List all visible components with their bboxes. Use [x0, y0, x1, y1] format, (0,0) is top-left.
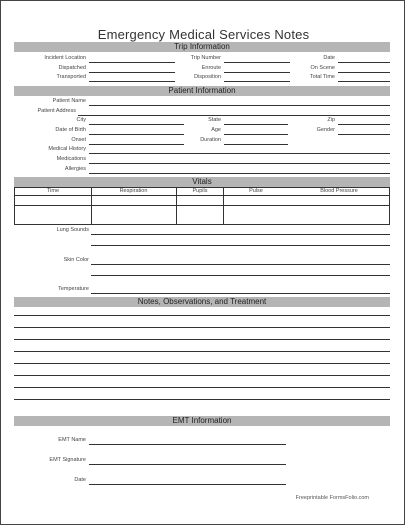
- disposition-label: Disposition: [194, 74, 221, 80]
- emt-date-label: Date: [74, 477, 86, 483]
- duration-label: Duration: [200, 137, 221, 143]
- temperature-label: Temperature: [58, 286, 89, 292]
- emt-name-field[interactable]: [89, 444, 286, 445]
- notes-line[interactable]: [14, 351, 390, 352]
- section-notes-header: Notes, Observations, and Treatment: [14, 297, 390, 307]
- incident-location-field[interactable]: [89, 62, 175, 63]
- vitals-divider: [223, 188, 224, 224]
- medications-field[interactable]: [89, 163, 390, 164]
- medical-history-label: Medical History: [48, 146, 86, 152]
- section-emt-header: EMT Information: [14, 416, 390, 426]
- vitals-divider: [91, 188, 92, 224]
- temperature-field[interactable]: [91, 293, 390, 294]
- incident-location-label: Incident Location: [44, 55, 86, 61]
- gender-label: Gender: [316, 127, 335, 133]
- age-field[interactable]: [224, 134, 288, 135]
- section-vitals-header: Vitals: [14, 177, 390, 187]
- vitals-col-time: Time: [46, 188, 60, 194]
- date-field[interactable]: [338, 62, 390, 63]
- vitals-row-line: [15, 195, 389, 196]
- dob-label: Date of Birth: [55, 127, 86, 133]
- skin-color-field-2[interactable]: [91, 275, 390, 276]
- notes-line[interactable]: [14, 387, 390, 388]
- trip-number-field[interactable]: [224, 62, 290, 63]
- total-time-label: Total Time: [309, 74, 335, 80]
- patient-address-label: Patient Address: [37, 108, 76, 114]
- dispatched-field[interactable]: [89, 72, 175, 73]
- date-label: Date: [323, 55, 335, 61]
- lung-sounds-field[interactable]: [91, 234, 390, 235]
- on-scene-label: On Scene: [310, 65, 335, 71]
- transported-field[interactable]: [89, 81, 175, 82]
- disposition-field[interactable]: [224, 81, 290, 82]
- skin-color-label: Skin Color: [63, 257, 89, 263]
- onset-field[interactable]: [89, 144, 184, 145]
- lung-sounds-label: Lung Sounds: [56, 227, 89, 233]
- state-field[interactable]: [224, 124, 288, 125]
- notes-line[interactable]: [14, 315, 390, 316]
- enroute-label: Enroute: [201, 65, 221, 71]
- city-label: City: [76, 117, 86, 123]
- notes-line[interactable]: [14, 327, 390, 328]
- allergies-label: Allergies: [64, 166, 86, 172]
- total-time-field[interactable]: [338, 81, 390, 82]
- gender-field[interactable]: [338, 134, 390, 135]
- skin-color-field[interactable]: [91, 264, 390, 265]
- section-trip-header: Trip Information: [14, 42, 390, 52]
- emt-signature-field[interactable]: [89, 464, 286, 465]
- trip-number-label: Trip Number: [190, 55, 221, 61]
- notes-line[interactable]: [14, 399, 390, 400]
- form-title: Emergency Medical Services Notes: [97, 27, 310, 42]
- dispatched-label: Dispatched: [58, 65, 86, 71]
- vitals-col-pupils: Pupils: [192, 188, 208, 194]
- notes-line[interactable]: [14, 339, 390, 340]
- lung-sounds-field-2[interactable]: [91, 245, 390, 246]
- zip-label: Zip: [327, 117, 335, 123]
- emt-name-label: EMT Name: [58, 437, 86, 443]
- state-label: State: [208, 117, 221, 123]
- allergies-field[interactable]: [89, 173, 390, 174]
- age-label: Age: [211, 127, 221, 133]
- notes-line[interactable]: [14, 375, 390, 376]
- emt-date-field[interactable]: [89, 484, 286, 485]
- medical-history-field[interactable]: [89, 153, 390, 154]
- vitals-divider: [176, 188, 177, 224]
- section-patient-header: Patient Information: [14, 86, 390, 96]
- dob-field[interactable]: [89, 134, 184, 135]
- notes-line[interactable]: [14, 363, 390, 364]
- vitals-col-respiration: Respiration: [119, 188, 148, 194]
- emt-signature-label: EMT Signature: [49, 457, 86, 463]
- transported-label: Transported: [56, 74, 86, 80]
- footer-credit: Freeprintable FormsFolio.com: [295, 495, 369, 501]
- duration-field[interactable]: [224, 144, 288, 145]
- on-scene-field[interactable]: [338, 72, 390, 73]
- vitals-row-line: [15, 205, 389, 206]
- vitals-col-blood-pressure: Blood Pressure: [320, 188, 358, 194]
- vitals-table: [14, 187, 390, 225]
- zip-field[interactable]: [338, 124, 390, 125]
- vitals-col-pulse: Pulse: [249, 188, 263, 194]
- medications-label: Medications: [56, 156, 86, 162]
- city-field[interactable]: [89, 124, 184, 125]
- enroute-field[interactable]: [224, 72, 290, 73]
- onset-label: Onset: [71, 137, 86, 143]
- patient-name-label: Patient Name: [52, 98, 86, 104]
- patient-address-field[interactable]: [78, 115, 390, 116]
- patient-name-field[interactable]: [89, 105, 390, 106]
